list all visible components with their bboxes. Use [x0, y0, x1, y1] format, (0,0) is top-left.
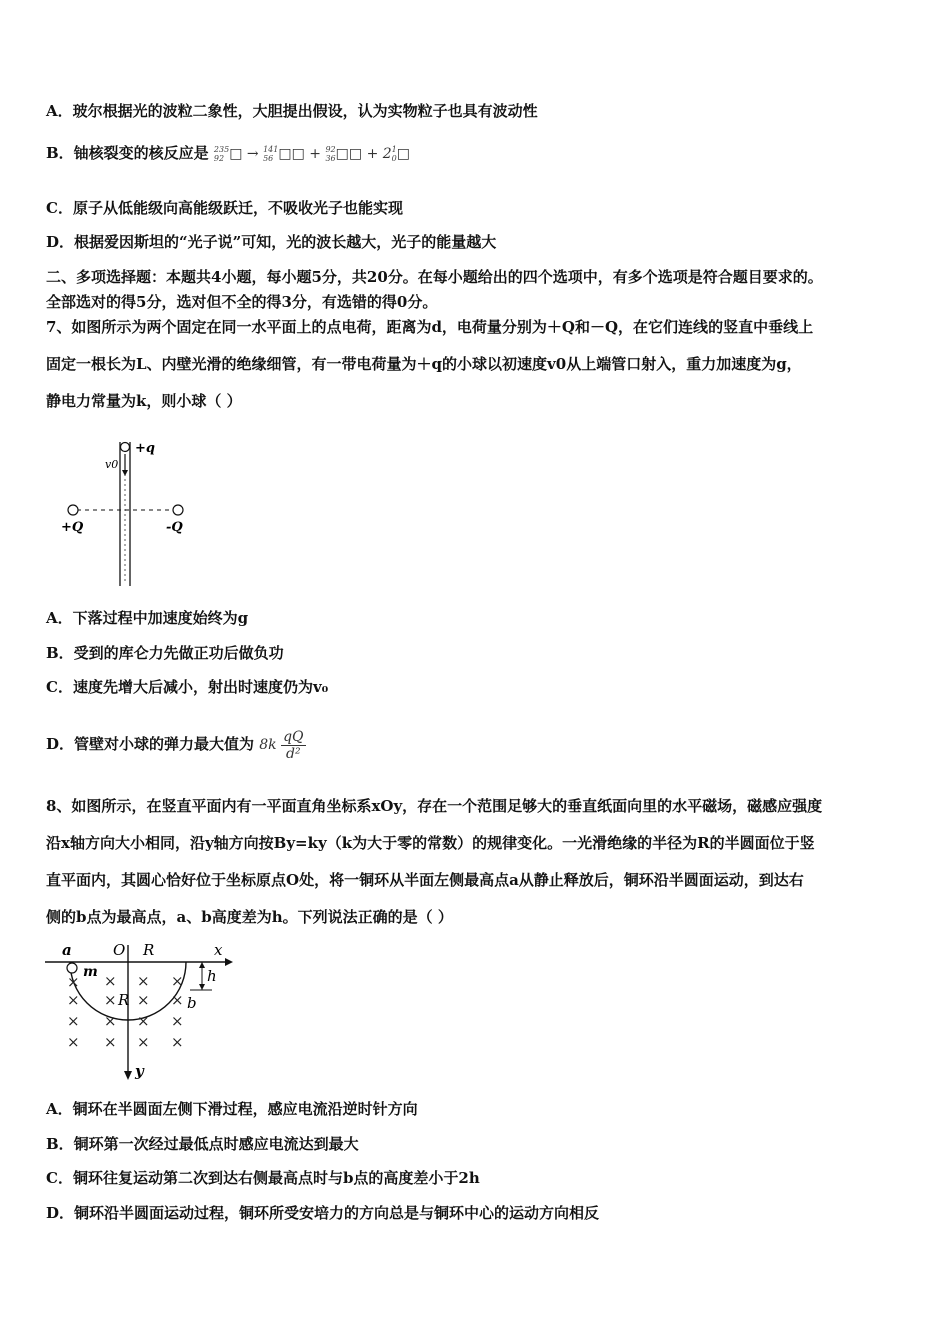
q6-option-c: C．原子从低能级向高能级跃迁，不吸收光子也能实现: [46, 199, 403, 217]
q7-stem-line1: 7、如图所示为两个固定在同一水平面上的点电荷，距离为d，电荷量分别为＋Q和－Q，在它们连线的竖直中垂线上: [46, 318, 814, 336]
q8-figure: [40, 935, 240, 1085]
svg-text:×: ×: [137, 991, 150, 1009]
q8-option-d: D．铜环沿半圆面运动过程，铜环所受安培力的方向总是与铜环中心的运动方向相反: [46, 1204, 600, 1222]
q6-option-d: D．根据爱因斯坦的“光子说”可知，光的波长越大，光子的能量越大: [46, 233, 497, 251]
q8-option-c: C．铜环往复运动第二次到达右侧最高点时与b点的高度差小于2h: [46, 1169, 480, 1187]
q6-option-b: [46, 143, 410, 164]
fission-formula: 235 92 □ → 141 56 □□ + 92 36□□ + 21 0□: [213, 145, 410, 163]
svg-text:×: ×: [171, 972, 184, 990]
label-plus-Q: +Q: [61, 520, 84, 535]
svg-text:×: ×: [104, 991, 117, 1009]
svg-text:×: ×: [137, 1033, 150, 1051]
charged-ball: [121, 443, 130, 452]
section2-header-line2: 全部选对的得5分，选对但不全的得3分，有选错的得0分。: [46, 293, 438, 311]
svg-text:×: ×: [137, 1012, 150, 1030]
q6-option-a: A．玻尔根据光的波粒二象性，大胆提出假设，认为实物粒子也具有波动性: [46, 102, 538, 120]
q8-stem-line3: 直平面内，其圆心恰好位于坐标原点O处，将一铜环从半面左侧最高点a从静止释放后，铜环沿半圆面运动，到达右: [46, 871, 804, 889]
label-O: O: [113, 941, 126, 959]
label-v0: v0: [105, 458, 119, 471]
q7-stem-line3: 静电力常量为k，则小球（ ）: [46, 392, 242, 410]
q8-stem-line4: 侧的b点为最高点，a、b高度差为h。下列说法正确的是（ ）: [46, 908, 453, 926]
q8-stem-line1: 8、如图所示，在竖直平面内有一平面直角坐标系xOy，存在一个范围足够大的垂直纸面向里的水平磁场，磁感应强度: [46, 797, 823, 815]
label-R-mid: R: [118, 991, 130, 1009]
svg-text:×: ×: [104, 972, 117, 990]
svg-text:×: ×: [67, 1033, 80, 1051]
svg-text:×: ×: [137, 972, 150, 990]
svg-text:×: ×: [171, 991, 184, 1009]
q6-option-b-text: B．铀核裂变的核反应是: [46, 144, 209, 162]
label-plus-q: +q: [135, 441, 155, 456]
max-force-formula: 8k $\frac{qQ}{\text{d²}}$: [259, 728, 304, 762]
q7-option-d-text: D．管壁对小球的弹力最大值为: [46, 735, 255, 753]
q7-option-b: B．受到的库仑力先做正功后做负功: [46, 644, 284, 662]
label-minus-Q: -Q: [166, 520, 183, 535]
label-b: b: [187, 994, 197, 1012]
svg-text:×: ×: [67, 991, 80, 1009]
q7-option-d: [46, 724, 306, 765]
svg-text:×: ×: [171, 1012, 184, 1030]
q7-figure: [55, 436, 205, 592]
q7-option-c: C．速度先增大后减小，射出时速度仍为v₀: [46, 678, 329, 696]
q8-stem-line2: 沿x轴方向大小相同，沿y轴方向按By=ky（k为大于零的常数）的规律变化。一光滑绝缘的半径为R的半圆面位于竖: [46, 834, 815, 852]
q7-option-a: A．下落过程中加速度始终为g: [46, 609, 249, 627]
label-R-top: R: [143, 941, 155, 959]
svg-text:×: ×: [67, 1012, 80, 1030]
q7-stem-line2: 固定一根长为L、内壁光滑的绝缘细管，有一带电荷量为＋q的小球以初速度v0从上端管口射入，重力加速度为g，: [46, 355, 802, 373]
label-y: y: [135, 1062, 144, 1080]
svg-text:×: ×: [104, 1033, 117, 1051]
section2-header-line1: 二、多项选择题：本题共4小题，每小题5分，共20分。在每小题给出的四个选项中，有多个选项是符合题目要求的。: [46, 268, 823, 286]
copper-ring: [67, 963, 77, 973]
label-h: h: [207, 967, 217, 985]
label-x: x: [214, 941, 223, 959]
svg-text:×: ×: [104, 1012, 117, 1030]
magnetic-field-crosses: [67, 972, 184, 1051]
q8-option-a: A．铜环在半圆面左侧下滑过程，感应电流沿逆时针方向: [46, 1100, 418, 1118]
svg-text:×: ×: [67, 973, 80, 991]
q8-option-b: B．铜环第一次经过最低点时感应电流达到最大: [46, 1135, 359, 1153]
negative-charge: [173, 505, 183, 515]
label-m: m: [83, 964, 98, 980]
label-a: a: [62, 941, 72, 959]
svg-text:×: ×: [171, 1033, 184, 1051]
positive-charge: [68, 505, 78, 515]
